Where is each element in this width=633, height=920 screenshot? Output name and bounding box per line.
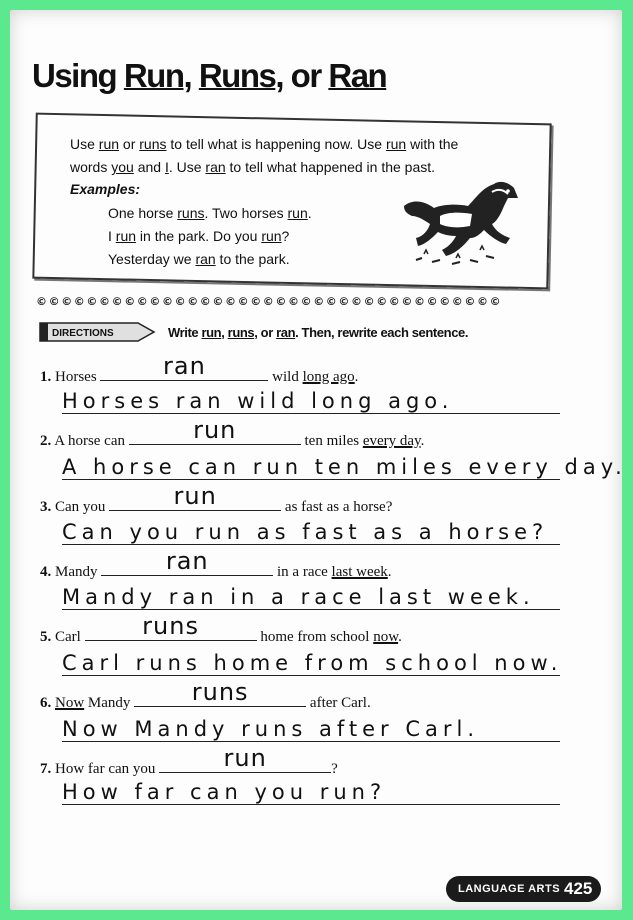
fill-blank-7[interactable]: run (159, 758, 331, 773)
example-1: One horse runs. Two horses run. (108, 205, 312, 221)
exercise-5: 5. Carl runs home from school now. (40, 612, 402, 645)
rule-line-1: Use run or runs to tell what is happening now. Use run with the (70, 136, 459, 152)
examples-label: Examples: (70, 181, 141, 197)
answer-line-7[interactable]: How far can you run? (62, 774, 560, 805)
directions-tag (38, 321, 156, 343)
answer-line-3[interactable]: Can you run as fast as a horse? (62, 514, 560, 545)
fill-blank-2[interactable]: run (129, 430, 301, 445)
footer-label: LANGUAGE ARTS (458, 883, 561, 895)
answer-line-4[interactable]: Mandy ran in a race last week. (62, 579, 560, 610)
exercise-1: 1. Horses ran wild long ago. (40, 352, 359, 385)
answer-line-2[interactable]: A horse can run ten miles every day. (62, 449, 560, 480)
fill-blank-6[interactable]: runs (134, 692, 306, 707)
exercise-4: 4. Mandy ran in a race last week. (40, 547, 392, 580)
footer-badge (446, 876, 601, 902)
fill-blank-4[interactable]: ran (101, 561, 273, 576)
exercise-3: 3. Can you run as fast as a horse? (40, 482, 393, 515)
example-3: Yesterday we ran to the park. (108, 251, 290, 267)
page-title: Using Run, Runs, or Ran (32, 57, 387, 94)
decorative-divider: ©©©©©©©©©©©©©©©©©©©©©©©©©©©©©©©©©©©©© (36, 295, 503, 308)
directions-tag-label: DIRECTIONS (52, 328, 114, 339)
fill-blank-1[interactable]: ran (100, 366, 268, 381)
fill-blank-3[interactable]: run (109, 496, 281, 511)
page-number: 425 (564, 879, 593, 898)
exercise-7: 7. How far can you run ? (40, 744, 338, 777)
directions-text: Write run, runs, or ran. Then, rewrite each sentence. (168, 325, 469, 340)
exercise-2: 2. A horse can run ten miles every day. (40, 416, 425, 449)
fill-blank-5[interactable]: runs (85, 626, 257, 641)
answer-line-5[interactable]: Carl runs home from school now. (62, 645, 560, 676)
answer-line-1[interactable]: Horses ran wild long ago. (62, 383, 560, 414)
running-horse-illustration (396, 176, 526, 268)
answer-line-6[interactable]: Now Mandy runs after Carl. (62, 711, 560, 742)
rule-line-2: words you and I. Use ran to tell what happened in the past. (70, 159, 436, 175)
example-2: I run in the park. Do you run? (108, 228, 290, 244)
exercise-6: 6. Now Mandy runs after Carl. (40, 678, 371, 711)
